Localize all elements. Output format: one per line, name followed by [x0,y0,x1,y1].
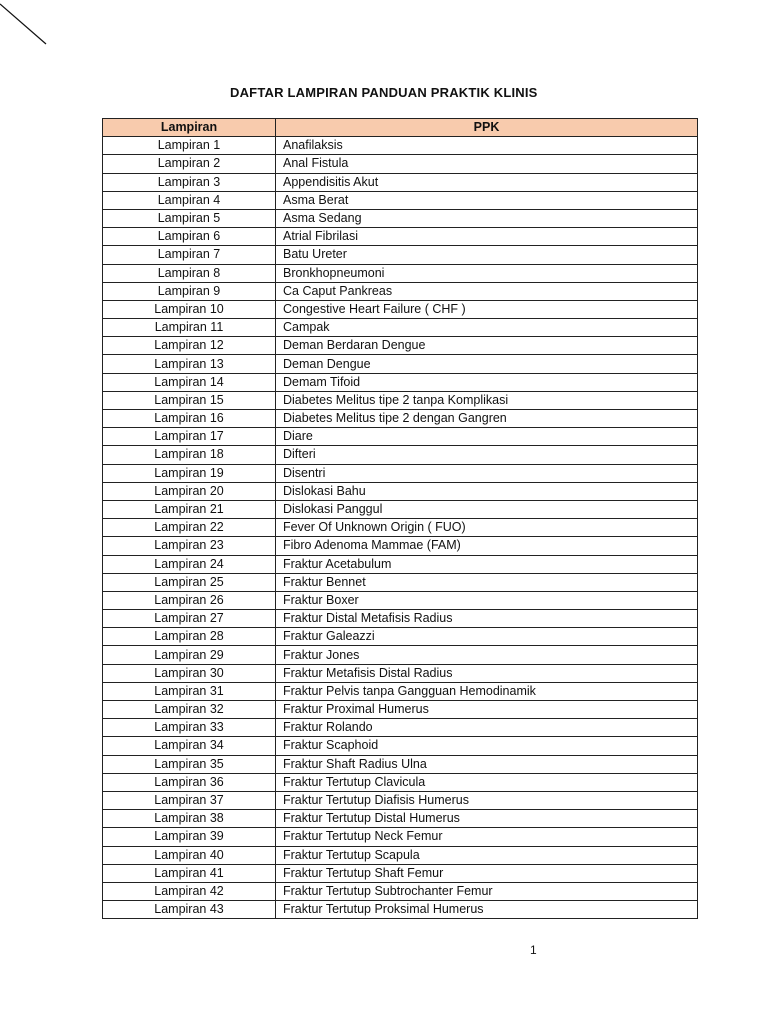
lampiran-cell: Lampiran 1 [103,137,276,155]
ppk-cell: Dislokasi Panggul [276,500,698,518]
ppk-cell: Fraktur Tertutup Shaft Femur [276,864,698,882]
ppk-cell: Fibro Adenoma Mammae (FAM) [276,537,698,555]
lampiran-cell: Lampiran 11 [103,319,276,337]
lampiran-cell: Lampiran 26 [103,591,276,609]
lampiran-cell: Lampiran 30 [103,664,276,682]
ppk-cell: Bronkhopneumoni [276,264,698,282]
corner-crop-mark [0,0,50,50]
table-row [103,282,698,300]
table-row [103,737,698,755]
table-row [103,373,698,391]
ppk-cell: Appendisitis Akut [276,173,698,191]
ppk-cell: Asma Sedang [276,209,698,227]
lampiran-cell: Lampiran 38 [103,810,276,828]
ppk-cell: Asma Berat [276,191,698,209]
lampiran-cell: Lampiran 12 [103,337,276,355]
ppk-cell: Fraktur Metafisis Distal Radius [276,664,698,682]
table-row [103,209,698,227]
ppk-cell: Fraktur Tertutup Neck Femur [276,828,698,846]
lampiran-cell: Lampiran 35 [103,755,276,773]
table-row [103,846,698,864]
lampiran-cell: Lampiran 29 [103,646,276,664]
lampiran-cell: Lampiran 23 [103,537,276,555]
table-row [103,810,698,828]
lampiran-cell: Lampiran 25 [103,573,276,591]
table-row [103,246,698,264]
table-row [103,664,698,682]
lampiran-cell: Lampiran 14 [103,373,276,391]
table-row [103,300,698,318]
table-row [103,537,698,555]
ppk-cell: Congestive Heart Failure ( CHF ) [276,300,698,318]
table-row [103,482,698,500]
lampiran-cell: Lampiran 10 [103,300,276,318]
ppk-cell: Anal Fistula [276,155,698,173]
ppk-cell: Difteri [276,446,698,464]
lampiran-cell: Lampiran 8 [103,264,276,282]
ppk-cell: Fraktur Scaphoid [276,737,698,755]
lampiran-cell: Lampiran 2 [103,155,276,173]
ppk-cell: Fever Of Unknown Origin ( FUO) [276,519,698,537]
table-row [103,682,698,700]
table-row [103,828,698,846]
ppk-cell: Fraktur Tertutup Proksimal Humerus [276,901,698,919]
ppk-cell: Anafilaksis [276,137,698,155]
column-header-lampiran: Lampiran [103,119,276,137]
table-row [103,464,698,482]
table-row [103,410,698,428]
table-row [103,719,698,737]
column-header-ppk: PPK [276,119,698,137]
lampiran-cell: Lampiran 40 [103,846,276,864]
ppk-cell: Demam Tifoid [276,373,698,391]
table-row [103,264,698,282]
ppk-cell: Fraktur Galeazzi [276,628,698,646]
table-row [103,155,698,173]
lampiran-cell: Lampiran 36 [103,773,276,791]
table-row [103,901,698,919]
page-number: 1 [530,943,537,957]
ppk-cell: Diare [276,428,698,446]
lampiran-cell: Lampiran 31 [103,682,276,700]
lampiran-cell: Lampiran 34 [103,737,276,755]
ppk-cell: Fraktur Jones [276,646,698,664]
lampiran-cell: Lampiran 18 [103,446,276,464]
table-body [103,137,698,919]
ppk-cell: Dislokasi Bahu [276,482,698,500]
table-row [103,391,698,409]
ppk-cell: Fraktur Proximal Humerus [276,701,698,719]
table-row [103,628,698,646]
document-title: DAFTAR LAMPIRAN PANDUAN PRAKTIK KLINIS [230,85,538,100]
ppk-cell: Fraktur Shaft Radius Ulna [276,755,698,773]
lampiran-cell: Lampiran 24 [103,555,276,573]
table-row [103,646,698,664]
table-row [103,519,698,537]
ppk-cell: Fraktur Boxer [276,591,698,609]
table-header-row [103,119,698,137]
table-row [103,882,698,900]
ppk-cell: Fraktur Tertutup Clavicula [276,773,698,791]
ppk-cell: Deman Dengue [276,355,698,373]
lampiran-cell: Lampiran 17 [103,428,276,446]
lampiran-cell: Lampiran 4 [103,191,276,209]
ppk-cell: Fraktur Pelvis tanpa Gangguan Hemodinamik [276,682,698,700]
table-row [103,791,698,809]
table-row [103,555,698,573]
table-row [103,228,698,246]
ppk-cell: Fraktur Tertutup Diafisis Humerus [276,791,698,809]
lampiran-cell: Lampiran 15 [103,391,276,409]
lampiran-cell: Lampiran 41 [103,864,276,882]
lampiran-cell: Lampiran 6 [103,228,276,246]
ppk-cell: Diabetes Melitus tipe 2 dengan Gangren [276,410,698,428]
table-row [103,137,698,155]
table-row [103,755,698,773]
ppk-cell: Campak [276,319,698,337]
table-row [103,446,698,464]
ppk-cell: Diabetes Melitus tipe 2 tanpa Komplikasi [276,391,698,409]
ppk-cell: Disentri [276,464,698,482]
lampiran-cell: Lampiran 5 [103,209,276,227]
table-row [103,573,698,591]
table-row [103,773,698,791]
ppk-cell: Fraktur Tertutup Subtrochanter Femur [276,882,698,900]
lampiran-cell: Lampiran 3 [103,173,276,191]
lampiran-cell: Lampiran 16 [103,410,276,428]
table-row [103,428,698,446]
table-row [103,701,698,719]
table-row [103,591,698,609]
table-row [103,610,698,628]
lampiran-cell: Lampiran 39 [103,828,276,846]
ppk-cell: Fraktur Acetabulum [276,555,698,573]
table-row [103,319,698,337]
table-row [103,337,698,355]
lampiran-cell: Lampiran 28 [103,628,276,646]
table-row [103,500,698,518]
lampiran-cell: Lampiran 19 [103,464,276,482]
ppk-cell: Fraktur Bennet [276,573,698,591]
table-row [103,173,698,191]
lampiran-cell: Lampiran 22 [103,519,276,537]
ppk-cell: Deman Berdaran Dengue [276,337,698,355]
lampiran-cell: Lampiran 33 [103,719,276,737]
lampiran-cell: Lampiran 42 [103,882,276,900]
lampiran-cell: Lampiran 27 [103,610,276,628]
lampiran-cell: Lampiran 7 [103,246,276,264]
ppk-cell: Batu Ureter [276,246,698,264]
ppk-cell: Fraktur Tertutup Scapula [276,846,698,864]
ppk-cell: Fraktur Rolando [276,719,698,737]
table-row [103,864,698,882]
ppk-cell: Fraktur Tertutup Distal Humerus [276,810,698,828]
table-row [103,355,698,373]
lampiran-cell: Lampiran 32 [103,701,276,719]
lampiran-cell: Lampiran 21 [103,500,276,518]
ppk-cell: Ca Caput Pankreas [276,282,698,300]
lampiran-cell: Lampiran 9 [103,282,276,300]
lampiran-table [102,118,698,919]
lampiran-cell: Lampiran 37 [103,791,276,809]
lampiran-cell: Lampiran 43 [103,901,276,919]
ppk-cell: Fraktur Distal Metafisis Radius [276,610,698,628]
lampiran-cell: Lampiran 20 [103,482,276,500]
lampiran-cell: Lampiran 13 [103,355,276,373]
table-row [103,191,698,209]
ppk-cell: Atrial Fibrilasi [276,228,698,246]
